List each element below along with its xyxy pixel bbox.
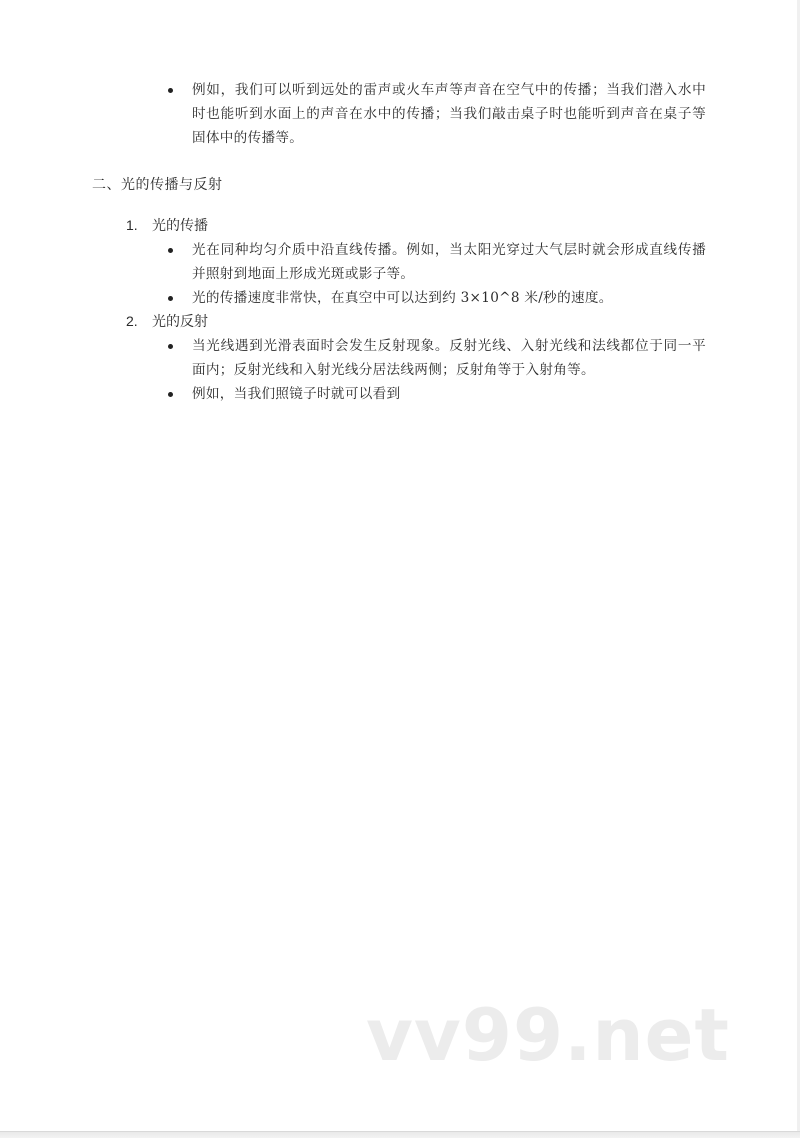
item-title: 光的反射 [152, 314, 208, 330]
bullet-dot-icon [168, 88, 173, 93]
bullet-text: 光的传播速度非常快，在真空中可以达到约 3×10^8 米/秒的速度。 [192, 290, 613, 306]
item-number: 1. [126, 217, 138, 233]
list-item-mirror-example [166, 382, 706, 406]
list-item-light-speed [166, 286, 706, 310]
bullet-text: 例如，我们可以听到远处的雷声或火车声等声音在空气中的传播；当我们潜入水中时也能听到水面上的声音在水中的传播；当我们敲击桌子时也能听到声音在桌子等固体中的传播等。 [192, 82, 706, 146]
bullet-dot-icon [168, 248, 173, 253]
list-item-straight-line [166, 238, 706, 286]
bullet-text: 当光线遇到光滑表面时会发生反射现象。反射光线、入射光线和法线都位于同一平面内；反射光线和入射光线分居法线两侧；反射角等于入射角等。 [192, 338, 706, 378]
bullet-dot-icon [168, 344, 173, 349]
bullet-text: 例如，当我们照镜子时就可以看到 [192, 386, 401, 402]
bullet-dot-icon [168, 392, 173, 397]
list-item-sound-examples [166, 78, 706, 150]
item-number: 2. [126, 313, 138, 329]
numbered-item-light-reflection [126, 310, 208, 333]
numbered-item-light-propagation [126, 214, 208, 237]
item-title: 光的传播 [152, 218, 208, 234]
bullet-text: 光在同种均匀介质中沿直线传播。例如，当太阳光穿过大气层时就会形成直线传播并照射到地面上形成光斑或影子等。 [192, 242, 706, 282]
section-heading: 二、光的传播与反射 [92, 177, 223, 193]
list-item-reflection-law [166, 334, 706, 382]
bullet-dot-icon [168, 296, 173, 301]
watermark: vv99.net [366, 993, 730, 1077]
